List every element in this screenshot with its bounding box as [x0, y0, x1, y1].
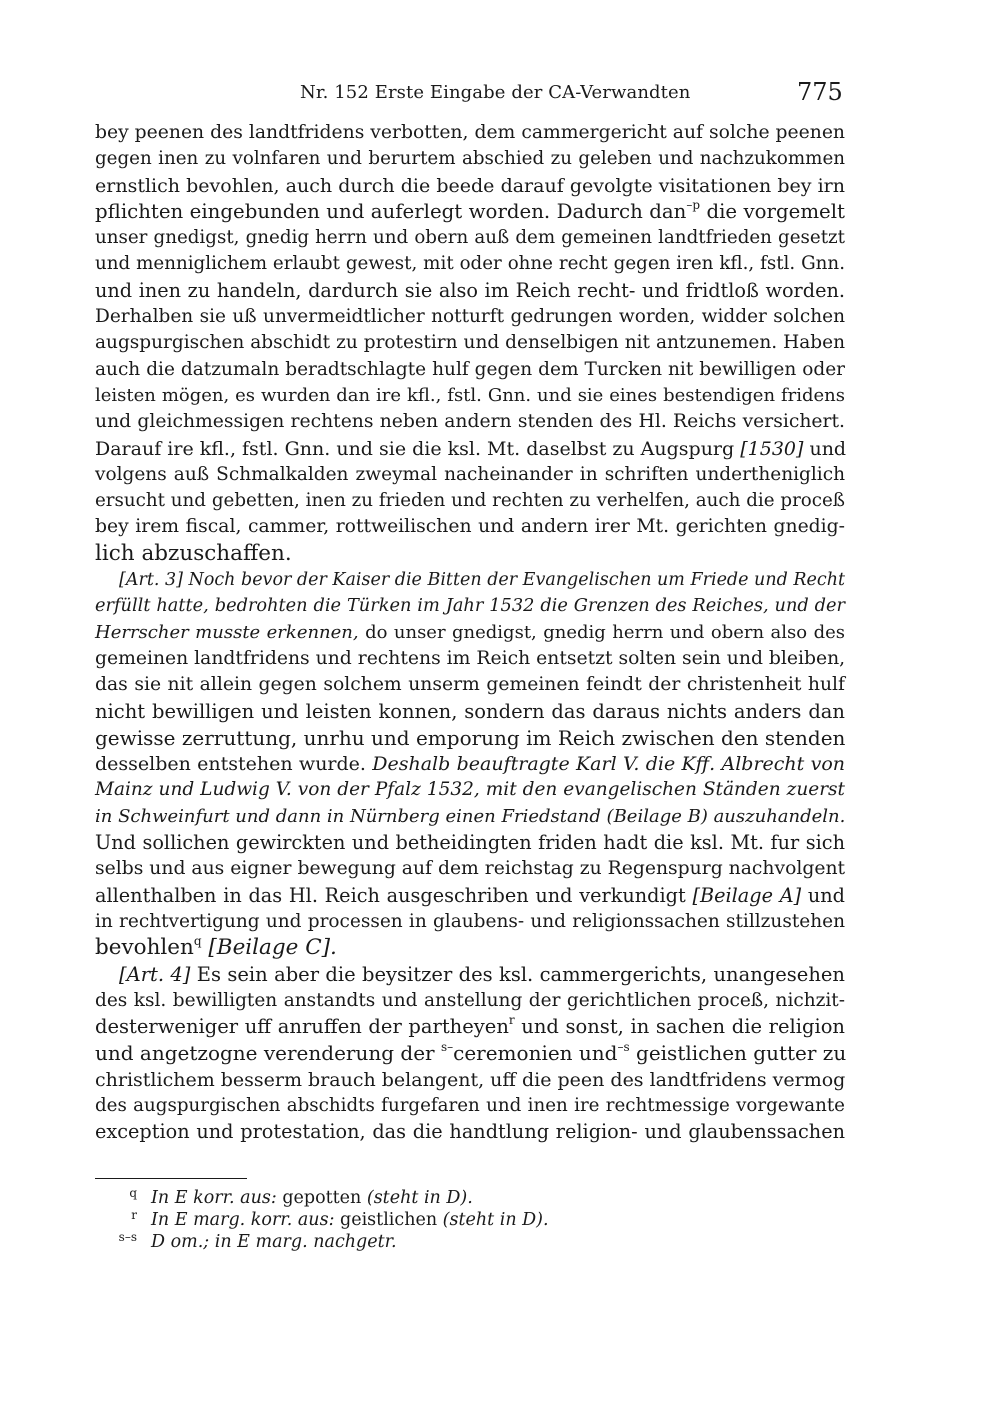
text-segment: pflichten eingebunden und auferlegt worden. Dadurch dan — [95, 199, 687, 223]
text-line: ersucht und gebetten, inen zu frieden und rechten zu verhelfen, auch die proceß — [95, 490, 845, 512]
text-segment: desterweniger uff anruffen der partheyen — [95, 1015, 509, 1039]
text-line: und menniglichem erlaubt gewest, mit oder ohne recht gegen iren kfl., fstl. Gnn. — [95, 253, 845, 275]
editorial-summary-line: erfüllt hatte, bedrohten die Türken im Jahr 1532 die Grenzen des Reiches, und der — [95, 596, 845, 617]
text-line: augspurgischen abschidt zu protestirn und denselbigen nit antzunemen. Haben — [95, 332, 845, 354]
text-line — [95, 199, 845, 225]
text-line: volgens auß Schmalkalden zweymal nacheinander in schriften undertheniglich — [95, 463, 845, 485]
footnote-mark: q — [129, 1186, 137, 1200]
editorial-summary-line: [Art. 3] Noch bevor der Kaiser die Bitten der Evangelischen um Friede und Recht — [119, 570, 845, 591]
text-segment: allenthalben in das Hl. Reich ausgeschriben und verkundigt — [95, 883, 693, 907]
text-line — [95, 751, 845, 777]
footnote-mark: r — [131, 1208, 137, 1222]
text-line — [95, 436, 845, 462]
footnote-divider — [95, 1178, 247, 1179]
footnote-text: gepotten — [276, 1188, 367, 1208]
text-segment: ceremonien und — [453, 1041, 618, 1066]
text-segment: und — [803, 437, 847, 460]
note-marker: –p — [686, 197, 701, 212]
footnote-marker: q — [193, 934, 202, 949]
text-line: des ksl. bewilligten anstandts und anstellung der gerichtlichen proceß, nichzit- — [95, 989, 845, 1011]
text-line — [95, 962, 845, 988]
text-segment: Es sein aber die beysitzer des ksl. cammergerichts, unangesehen — [190, 962, 845, 986]
text-line: und gleichmessigen rechtens neben andern stenden des Hl. Reichs versichert. — [95, 411, 845, 433]
footnote-mark: s–s — [118, 1230, 137, 1244]
text-line: und inen zu handeln, dardurch sie also im Reich recht- und fridtloß worden. — [95, 278, 845, 302]
text-segment: und — [801, 883, 845, 907]
text-line — [95, 935, 845, 961]
editorial-summary-line: in Schweinfurt und dann in Nürnberg einen Friedstand (Beilage B) auszuhandeln. — [95, 805, 846, 827]
editorial-summary: Herrscher musste erkennen, — [95, 621, 359, 643]
footnotes — [95, 1182, 845, 1252]
footnote-italic: (steht in D). — [366, 1188, 473, 1208]
text-line — [95, 620, 845, 646]
text-segment: die vorgemelt — [700, 199, 845, 223]
text-segment: do unser gnedigst, gnedig herrn und obern also des — [358, 621, 845, 643]
text-line: das sie nit allein gegen solchem unserm gemeinen feindt der christenheit hulf — [95, 674, 845, 696]
footnote-text: geistlichen — [334, 1210, 443, 1230]
text-line: leisten mögen, es wurden dan ire kfl., fstl. Gnn. und sie eines bestendigen fridens — [95, 384, 845, 406]
editorial-reference: [Beilage A] — [692, 883, 802, 907]
text-line — [95, 883, 845, 909]
text-line: gegen inen zu volnfaren und berurtem abschied zu geleben und nachzukommen — [95, 148, 845, 170]
running-title: Nr. 152 Erste Eingabe der CA-Verwandten — [300, 82, 691, 103]
text-line: bey peenen des landtfridens verbotten, dem cammergericht auf solche peenen — [95, 122, 845, 143]
editorial-reference: [Art. 4] — [119, 962, 191, 986]
text-line: Derhalben sie uß unvermeidtlicher notturft gedrungen worden, widder solchen — [95, 306, 845, 328]
footnote-marker: –s — [617, 1040, 630, 1055]
text-line: des augspurgischen abschidts furgefaren und inen ire rechtmessige vorgewante — [95, 1094, 845, 1116]
text-segment: und sonst, in sachen die religion — [514, 1015, 845, 1039]
text-segment: bevohlen — [95, 935, 194, 961]
footnote-italic: D om.; in E marg. nachgetr. — [151, 1232, 397, 1252]
page-number: 775 — [797, 78, 843, 106]
text-line: exception und protestation, das die handtlung religion- und glaubenssachen — [95, 1120, 845, 1144]
body-text — [95, 120, 845, 1146]
text-line: Und sollichen gewirckten und betheidingten friden hadt die ksl. Mt. fur sich — [95, 831, 845, 855]
text-line — [95, 1014, 845, 1040]
text-line: ernstlich bevohlen, auch durch die beede darauf gevolgte visitationen bey irn — [95, 174, 845, 197]
text-segment: und angetzogne verenderung der — [95, 1041, 441, 1066]
text-line: lich abzuschaffen. — [95, 540, 292, 566]
footnote — [95, 1182, 845, 1208]
text-segment: Darauf ire kfl., fstl. Gnn. und sie die ksl. Mt. daselbst zu Augspurg — [95, 437, 741, 460]
text-line: gewisse zerruttung, unrhu und emporung im Reich zwischen den stenden — [95, 725, 846, 750]
editorial-summary-line: Mainz und Ludwig V. von der Pfalz 1532, mit den evangelischen Ständen zuerst — [95, 779, 845, 801]
footnote-italic: In E korr. aus: — [151, 1188, 277, 1208]
text-segment: desselben entstehen wurde. — [95, 753, 373, 776]
text-line: in rechtvertigung und processen in glaubens- und religionssachen stillzustehen — [95, 910, 845, 932]
footnote-italic: In E marg. korr. aus: — [151, 1210, 335, 1230]
editorial-summary: Deshalb beauftragte Karl V. die Kff. Albrecht von — [372, 753, 845, 776]
footnote-italic: (steht in D). — [442, 1210, 549, 1230]
running-head — [0, 78, 1004, 110]
editorial-reference: [1530] — [740, 437, 804, 460]
footnote — [95, 1204, 845, 1230]
text-segment: geistlichen gutter zu — [629, 1041, 847, 1066]
text-line: gemeinen landtfridens und rechtens im Reich entsetzt solten sein und bleiben, — [95, 647, 846, 669]
text-line: christlichem besserm brauch belangent, uff die peen des landtfridens vermog — [95, 1068, 846, 1091]
text-line — [95, 1040, 845, 1066]
footnote-marker: r — [508, 1013, 515, 1028]
editorial-reference: [Beilage C]. — [201, 935, 337, 961]
text-line: nicht bewilligen und leisten konnen, sondern das daraus nichts anders dan — [95, 699, 845, 723]
text-line: bey irem fiscal, cammer, rottweilischen und andern irer Mt. gerichten gnedig- — [95, 516, 845, 538]
text-line: unser gnedigst, gnedig herrn und obern auß dem gemeinen landtfrieden gesetzt — [95, 227, 845, 249]
text-line: auch die datzumaln beradtschlagte hulf gegen dem Turcken nit bewilligen oder — [95, 358, 845, 380]
footnote-marker: s– — [440, 1040, 454, 1055]
text-line: selbs und aus eigner bewegung auf dem reichstag zu Regenspurg nachvolgent — [95, 858, 846, 880]
